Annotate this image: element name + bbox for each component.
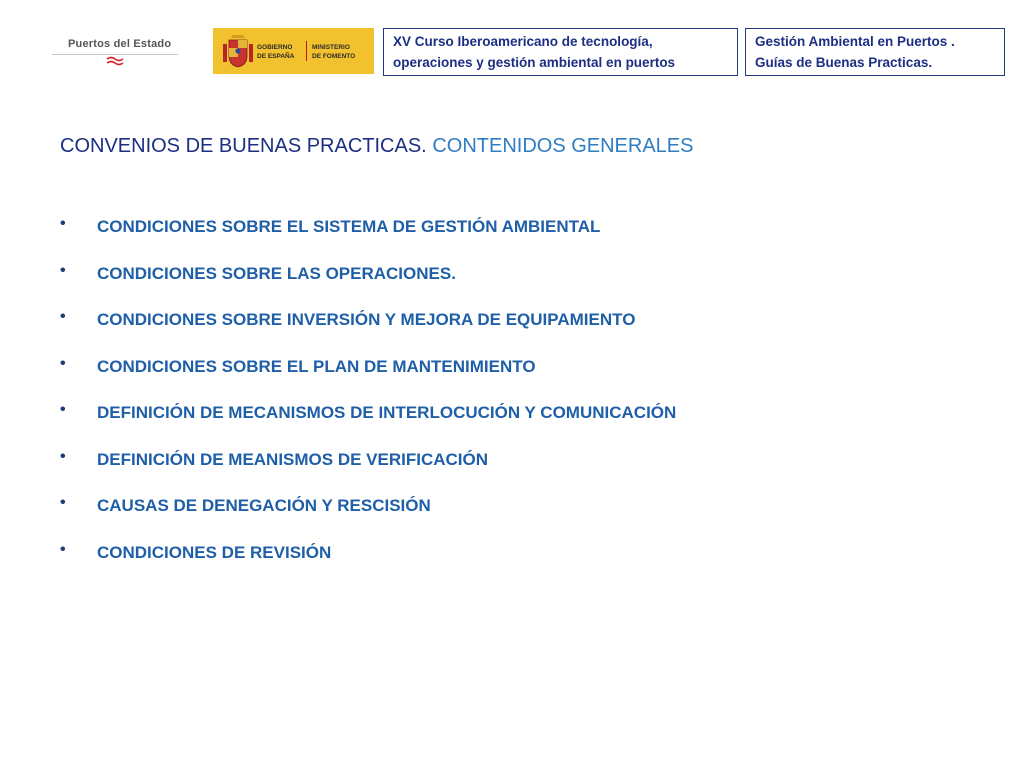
slide-title bbox=[60, 135, 693, 158]
list-item bbox=[60, 213, 960, 260]
list-item-text: CONDICIONES SOBRE EL PLAN DE MANTENIMIENTO bbox=[97, 356, 536, 376]
gobierno-line-1: GOBIERNO bbox=[257, 44, 293, 51]
puertos-logo-text: Puertos del Estado bbox=[68, 38, 172, 50]
slide-title-part-1: CONVENIOS DE BUENAS PRACTICAS. bbox=[60, 135, 427, 157]
bullet-dot-icon: • bbox=[60, 308, 66, 325]
course-title-line-2: operaciones y gestión ambiental en puertos bbox=[393, 55, 676, 70]
bullet-dot-icon: • bbox=[60, 540, 66, 558]
guide-title-box bbox=[745, 28, 1005, 76]
list-item bbox=[60, 306, 960, 353]
puertos-del-estado-logo bbox=[52, 36, 178, 68]
logo-divider bbox=[306, 41, 307, 61]
list-item-text: CAUSAS DE DENEGACIÓN Y RESCISIÓN bbox=[97, 496, 431, 515]
list-item bbox=[60, 399, 960, 446]
guide-title-line-2: Guías de Buenas Practicas. bbox=[755, 55, 933, 70]
bullet-dot-icon: • bbox=[60, 447, 66, 465]
list-item bbox=[60, 260, 960, 307]
bullet-dot-icon: • bbox=[60, 401, 66, 418]
list-item-text: CONDICIONES DE REVISIÓN bbox=[97, 542, 332, 562]
ministerio-line-2: DE FOMENTO bbox=[312, 53, 356, 60]
bullet-dot-icon: • bbox=[60, 261, 66, 279]
logo-underline bbox=[52, 54, 178, 55]
course-title-box bbox=[383, 28, 738, 76]
list-item-text: CONDICIONES SOBRE EL SISTEMA DE GESTIÓN AMBIENTAL bbox=[97, 217, 601, 236]
list-item bbox=[60, 353, 960, 400]
wave-mark-icon bbox=[106, 56, 124, 66]
slide-title-part-2: CONTENIDOS GENERALES bbox=[432, 135, 694, 157]
list-item-text: CONDICIONES SOBRE INVERSIÓN Y MEJORA DE EQUIPAMIENTO bbox=[97, 310, 636, 329]
bullet-dot-icon: • bbox=[60, 354, 66, 372]
ministerio-line-1: MINISTERIO bbox=[312, 44, 350, 51]
list-item bbox=[60, 539, 960, 586]
list-item bbox=[60, 446, 960, 493]
list-item-text: DEFINICIÓN DE MECANISMOS DE INTERLOCUCIÓN Y COMUNICACIÓN bbox=[97, 403, 677, 422]
bullet-dot-icon: • bbox=[60, 494, 66, 511]
list-item bbox=[60, 492, 960, 539]
gobierno-line-2: DE ESPAÑA bbox=[257, 53, 295, 60]
list-item-text: DEFINICIÓN DE MEANISMOS DE VERIFICACIÓN bbox=[97, 449, 489, 469]
guide-title-line-1: Gestión Ambiental en Puertos . bbox=[755, 34, 955, 49]
ministerio-text bbox=[312, 43, 355, 61]
bullet-dot-icon: • bbox=[60, 215, 66, 232]
course-title-line-1: XV Curso Iberoamericano de tecnología, bbox=[393, 34, 653, 49]
gobierno-espana-logo bbox=[213, 28, 374, 74]
gobierno-text bbox=[257, 43, 294, 61]
list-item-text: CONDICIONES SOBRE LAS OPERACIONES. bbox=[97, 263, 456, 283]
bullet-list bbox=[60, 213, 960, 585]
coat-of-arms-icon bbox=[222, 34, 254, 68]
